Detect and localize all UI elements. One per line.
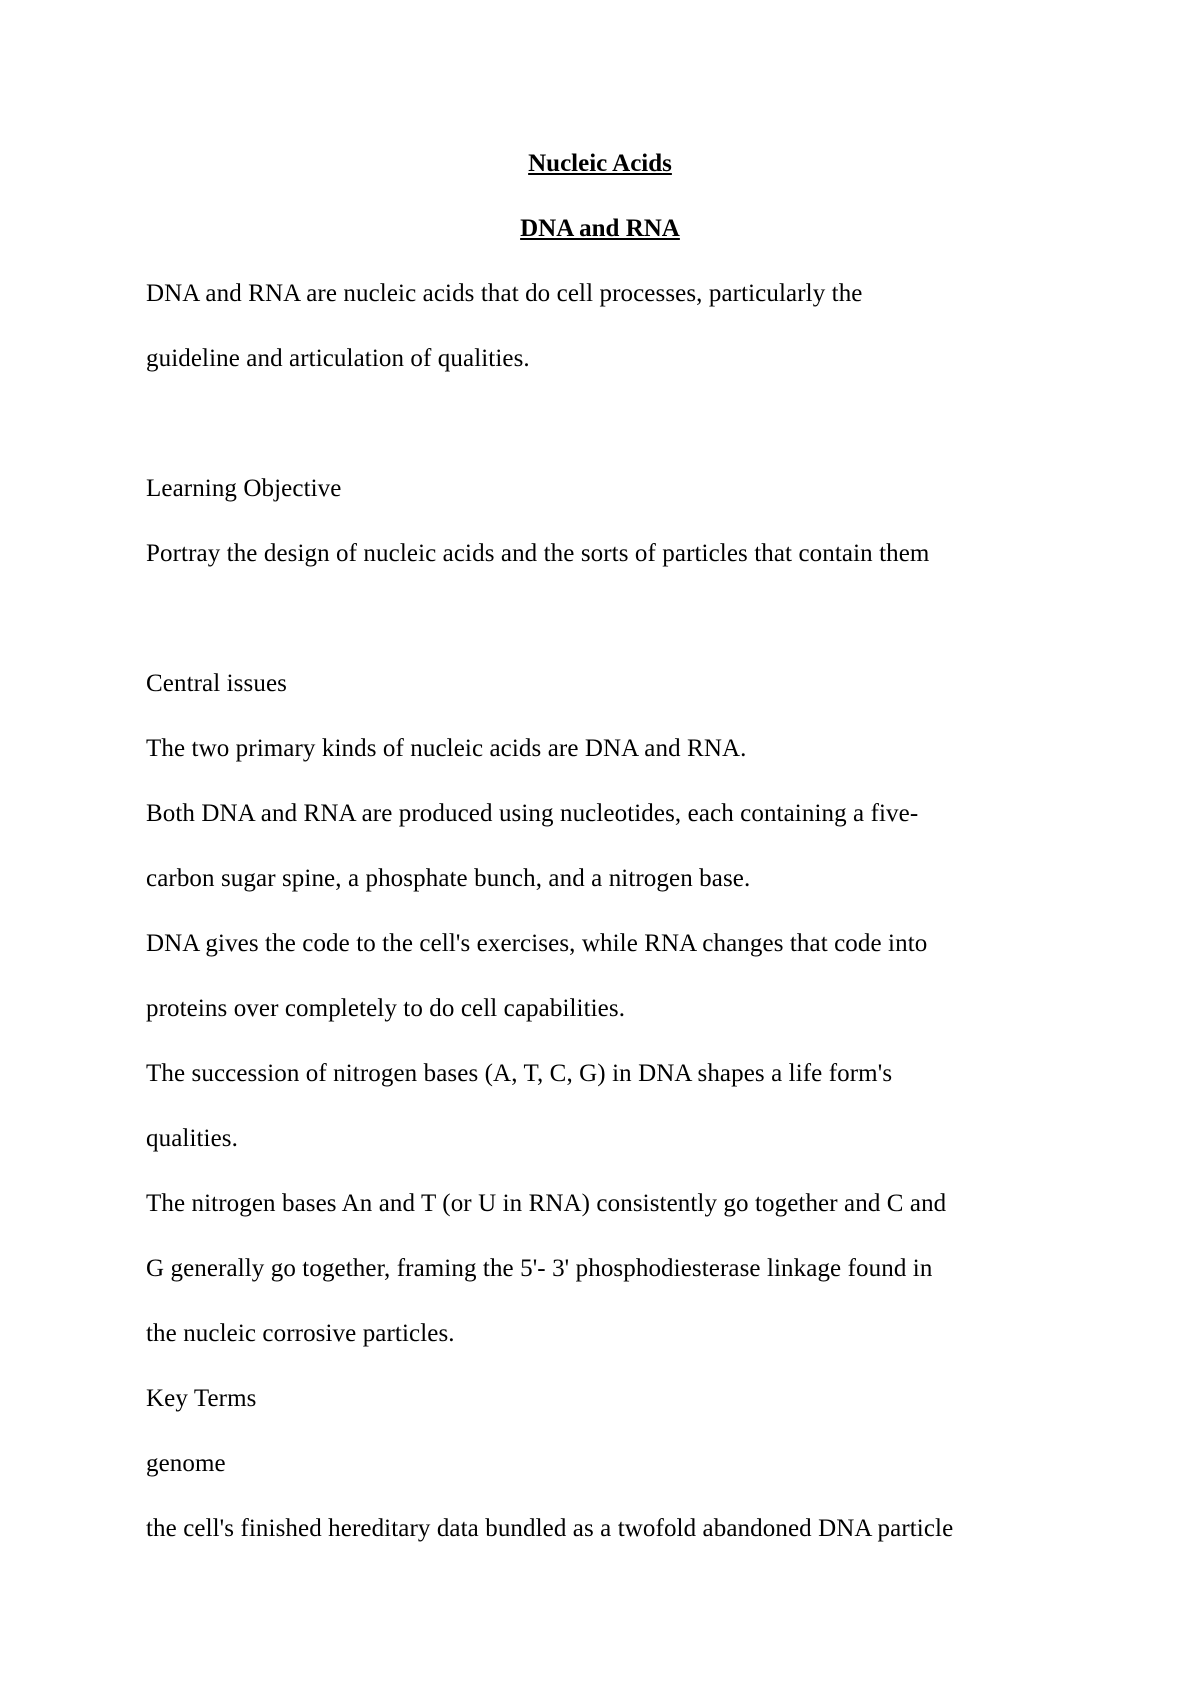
central-issues-line: The nitrogen bases An and T (or U in RNA) consistently go together and C and — [146, 1190, 947, 1217]
central-issues-line: The succession of nitrogen bases (A, T, C, G) in DNA shapes a life form's — [146, 1060, 893, 1087]
central-issues-heading: Central issues — [146, 670, 287, 697]
central-issues-line: The two primary kinds of nucleic acids are DNA and RNA. — [146, 735, 747, 762]
central-issues-line: proteins over completely to do cell capabilities. — [146, 995, 626, 1022]
document-subtitle: DNA and RNA — [520, 215, 680, 242]
key-terms-heading: Key Terms — [146, 1385, 257, 1412]
learning-objective-text: Portray the design of nucleic acids and the sorts of particles that contain them — [146, 540, 930, 567]
central-issues-line: Both DNA and RNA are produced using nucleotides, each containing a five- — [146, 800, 919, 827]
key-term-definition: the cell's finished hereditary data bundled as a twofold abandoned DNA particle — [146, 1515, 954, 1542]
central-issues-line: G generally go together, framing the 5'- 3' phosphodiesterase linkage found in — [146, 1255, 933, 1282]
central-issues-line: DNA gives the code to the cell's exercises, while RNA changes that code into — [146, 930, 928, 957]
central-issues-line: qualities. — [146, 1125, 238, 1152]
intro-line: guideline and articulation of qualities. — [146, 345, 530, 372]
central-issues-line: the nucleic corrosive particles. — [146, 1320, 455, 1347]
document-title: Nucleic Acids — [528, 150, 672, 177]
key-term: genome — [146, 1450, 226, 1477]
intro-line: DNA and RNA are nucleic acids that do cell processes, particularly the — [146, 280, 863, 307]
learning-objective-heading: Learning Objective — [146, 475, 342, 502]
central-issues-line: carbon sugar spine, a phosphate bunch, and a nitrogen base. — [146, 865, 751, 892]
